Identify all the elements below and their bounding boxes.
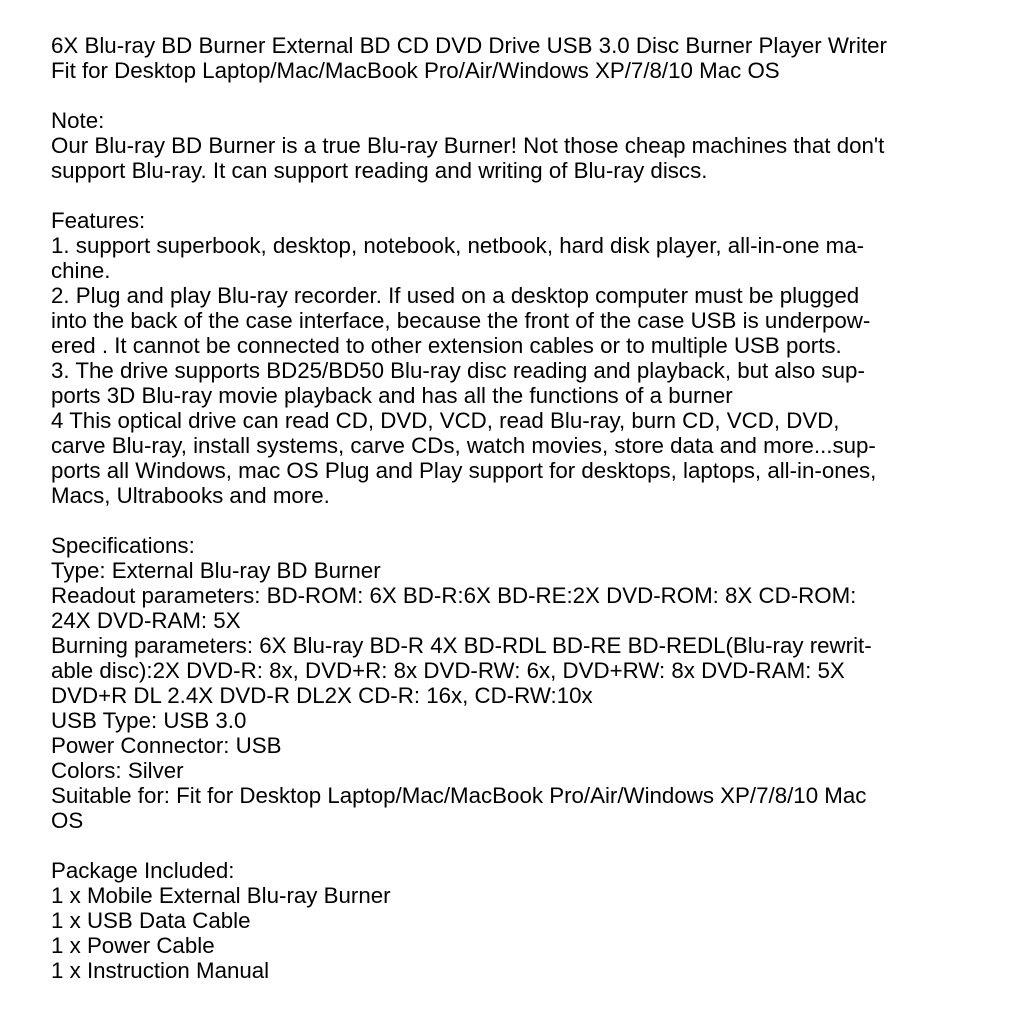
spec-line: Type: External Blu-ray BD Burner bbox=[51, 558, 381, 583]
feature-line: ports all Windows, mac OS Plug and Play support for desktops, laptops, all-in-ones, bbox=[51, 458, 877, 483]
note-line: Our Blu-ray BD Burner is a true Blu-ray Burner! Not those cheap machines that don't bbox=[51, 133, 885, 158]
specifications-heading: Specifications: bbox=[51, 533, 195, 558]
feature-line: 1. support superbook, desktop, notebook, netbook, hard disk player, all-in-one ma- bbox=[51, 233, 865, 258]
spacer bbox=[51, 83, 1011, 108]
spec-line: USB Type: USB 3.0 bbox=[51, 708, 247, 733]
spacer bbox=[51, 833, 1011, 858]
feature-line: 4 This optical drive can read CD, DVD, VCD, read Blu-ray, burn CD, VCD, DVD, bbox=[51, 408, 840, 433]
package-item: 1 x Power Cable bbox=[51, 933, 215, 958]
feature-line: into the back of the case interface, because the front of the case USB is underpow- bbox=[51, 308, 871, 333]
feature-line: 3. The drive supports BD25/BD50 Blu-ray disc reading and playback, but also sup- bbox=[51, 358, 865, 383]
feature-line: 2. Plug and play Blu-ray recorder. If used on a desktop computer must be plugged bbox=[51, 283, 860, 308]
spec-line: Suitable for: Fit for Desktop Laptop/Mac/MacBook Pro/Air/Windows XP/7/8/10 Mac bbox=[51, 783, 867, 808]
spec-line: Power Connector: USB bbox=[51, 733, 282, 758]
features-section bbox=[51, 208, 1011, 508]
feature-line: ports 3D Blu-ray movie playback and has all the functions of a burner bbox=[51, 383, 733, 408]
spec-line: DVD+R DL 2.4X DVD-R DL2X CD-R: 16x, CD-RW:10x bbox=[51, 683, 593, 708]
spec-line: Readout parameters: BD-ROM: 6X BD-R:6X BD-RE:2X DVD-ROM: 8X CD-ROM: bbox=[51, 583, 857, 608]
product-description bbox=[51, 33, 1011, 983]
title-line-1: 6X Blu-ray BD Burner External BD CD DVD Drive USB 3.0 Disc Burner Player Writer bbox=[51, 33, 887, 58]
features-heading: Features: bbox=[51, 208, 146, 233]
spec-line: able disc):2X DVD-R: 8x, DVD+R: 8x DVD-RW: 6x, DVD+RW: 8x DVD-RAM: 5X bbox=[51, 658, 845, 683]
feature-line: carve Blu-ray, install systems, carve CDs, watch movies, store data and more...sup- bbox=[51, 433, 876, 458]
feature-line: ered . It cannot be connected to other extension cables or to multiple USB ports. bbox=[51, 333, 842, 358]
title-line-2: Fit for Desktop Laptop/Mac/MacBook Pro/Air/Windows XP/7/8/10 Mac OS bbox=[51, 58, 780, 83]
spec-line: Colors: Silver bbox=[51, 758, 184, 783]
note-heading: Note: bbox=[51, 108, 105, 133]
package-heading: Package Included: bbox=[51, 858, 235, 883]
note-line: support Blu-ray. It can support reading and writing of Blu-ray discs. bbox=[51, 158, 708, 183]
spec-line: OS bbox=[51, 808, 84, 833]
feature-line: Macs, Ultrabooks and more. bbox=[51, 483, 330, 508]
spacer bbox=[51, 183, 1011, 208]
note-section bbox=[51, 108, 1011, 183]
feature-line: chine. bbox=[51, 258, 111, 283]
spec-line: Burning parameters: 6X Blu-ray BD-R 4X BD-RDL BD-RE BD-REDL(Blu-ray rewrit- bbox=[51, 633, 872, 658]
specifications-section bbox=[51, 533, 1011, 833]
spacer bbox=[51, 508, 1011, 533]
package-item: 1 x Instruction Manual bbox=[51, 958, 270, 983]
package-item: 1 x Mobile External Blu-ray Burner bbox=[51, 883, 391, 908]
product-title bbox=[51, 33, 1011, 83]
spec-line: 24X DVD-RAM: 5X bbox=[51, 608, 241, 633]
package-item: 1 x USB Data Cable bbox=[51, 908, 251, 933]
package-section bbox=[51, 858, 1011, 983]
